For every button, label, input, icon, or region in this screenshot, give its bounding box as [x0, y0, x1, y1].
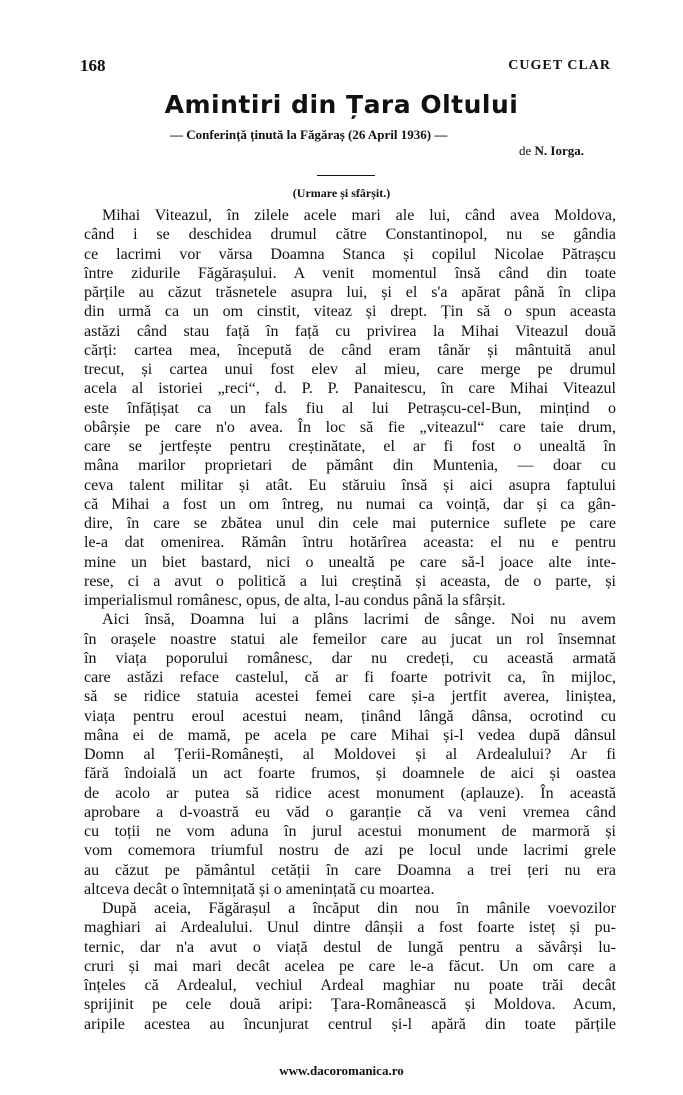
body-line: imperialismul românesc, opus, de alta, l-au condus până la sfârșit.: [84, 592, 506, 609]
body-line: ternic, dar n'a avut o viață destul de lungă pentru a săvârși lu-: [84, 938, 616, 956]
article-body: [84, 206, 616, 1034]
body-line: de acolo ar putea să ridice acest monument (aplauze). În această: [84, 784, 616, 802]
body-line: când i se deschidea drumul către Constantinopol, nu se gândia: [84, 226, 616, 244]
running-title: CUGET CLAR: [508, 58, 611, 73]
body-line: care astăzi reface castelul, că ar fi foarte potrivit ca, în mijloc,: [84, 669, 616, 686]
body-line: Aici însă, Doamna lui a plâns lacrimi de sânge. Noi nu avem: [102, 611, 616, 629]
body-line: mine un biet bastard, nici o unealtă pe care să-l joace alte inte-: [84, 553, 616, 571]
body-line: obârșie pe care n'o avea. În loc să fie „viteazul“ care taie drum,: [84, 418, 616, 436]
body-line: părțile au căzut trăsnetele asupra lui, și el s'a apărat până în clipa: [84, 284, 616, 301]
body-line: cu toții ne vom aduna în jurul acestui monument de marmoră și: [84, 823, 616, 840]
body-line: aripile acestea au încunjurat centrul și-l apără din toate părțile: [84, 1015, 616, 1033]
body-line: ceva talent militar și atât. Eu stăruiu însă și aici asupra faptului: [84, 476, 616, 494]
body-line: dire, în care se zbătea unul din cele mai puternice suflete pe care: [84, 515, 616, 532]
body-line: sprijinit pe cele două aripi: Țara-Românească și Moldova. Acum,: [84, 996, 616, 1014]
body-line: altceva decât o întemnițată și o amenințată cu moartea.: [84, 880, 435, 898]
body-line: vom comemora triumful nostru de azi pe locul unde lacrimi grele: [84, 842, 616, 860]
body-line: între zidurile Făgărașului. A venit momentul însă când din toate: [84, 264, 616, 282]
body-line: După aceia, Făgărașul a încăput din nou în mânile voevozilor: [102, 900, 616, 917]
body-line: cărți: cartea mea, începută de când eram tânăr și mântuită anul: [84, 341, 616, 359]
article-author: [519, 143, 584, 159]
body-line: aprobare a d-voastră eu văd o garanție că va veni vremea când: [84, 803, 616, 821]
continued-note: (Urmare și sfârșit.): [292, 186, 391, 200]
body-line: că Mihai a fost un om întreg, nu numai ca voință, dar și ca gân-: [84, 495, 616, 513]
body-line: acela al istoriei „reci“, d. P. P. Panaitescu, în care Mihai Viteazul: [84, 380, 616, 398]
body-line: mâna marilor proprietari de pământ din Muntenia, — doar cu: [84, 457, 616, 475]
body-line: trecut, și cartea unui fost elev al mieu, care merge pe drumul: [84, 361, 616, 378]
body-line: în orașele noastre statui ale femeilor care au jucat un rol însemnat: [84, 630, 616, 648]
body-line: care se jertfește pentru creștinătate, el ar fi fost o unealtă în: [84, 438, 616, 455]
body-line: fără îndoială un act foarte frumos, și doamnele de aici și oastea: [84, 765, 616, 783]
body-line: din urmă ca un om cinstit, viteaz și drept. Țin să o spun aceasta: [84, 303, 616, 321]
body-line: este înfățișat ca un fals fiu al lui Petrașcu-cel-Bun, mințind o: [84, 399, 616, 417]
body-line: Domn al Țerii-Românești, al Moldovei și al Ardealului? Ar fi: [84, 746, 616, 763]
body-line: le-a dat omenirea. Rămân întru hotărîrea aceasta: el nu e pentru: [84, 534, 616, 552]
page-number: 168: [80, 56, 106, 75]
body-line: să se ridice statuia acestei femei care și-a jertfit averea, liniștea,: [84, 688, 616, 706]
body-line: au căzut pe pământul cetății în care Doamna a trei țeri nu era: [84, 861, 616, 879]
article-title: Amintiri din Țara Oltului: [164, 90, 519, 119]
footer-website: www.dacoromanica.ro: [279, 1063, 404, 1078]
body-line: mâna ei de mamă, pe acela pe care Mihai și-l vedea după dânsul: [84, 726, 616, 744]
author-name: N. Iorga.: [534, 143, 584, 158]
title-divider: [317, 175, 375, 176]
body-line: înțeles că Ardealul, vechiul Ardeal maghiar nu poate trăi decât: [84, 977, 616, 994]
body-line: rese, ci a avut o politică a lui creștină și aceasta, de o parte, și: [84, 572, 616, 590]
body-line: maghiari ai Ardealului. Unul dintre dânșii a fost foarte isteț și pu-: [84, 919, 616, 937]
body-line: cruri și mai mari decât acelea pe care le-a făcut. Un om care a: [84, 957, 616, 975]
body-line: Mihai Viteazul, în zilele acele mari ale lui, când avea Moldova,: [102, 207, 616, 224]
body-line: în viața poporului românesc, dar nu credeți, cu această armată: [84, 649, 616, 667]
body-line: astăzi când stau față în față cu privirea la Mihai Viteazul două: [84, 322, 616, 340]
author-prefix: de: [519, 143, 532, 158]
body-line: ce lacrimi vor vărsa Doamna Stanca și copilul Nicolae Pătrașcu: [84, 245, 616, 263]
article-subtitle: — Conferință ținută la Făgăraș (26 April 1936) —: [170, 127, 448, 142]
body-line: viața pentru eroul acestui neam, ținând lângă dânsa, ocrotind cu: [84, 707, 616, 725]
